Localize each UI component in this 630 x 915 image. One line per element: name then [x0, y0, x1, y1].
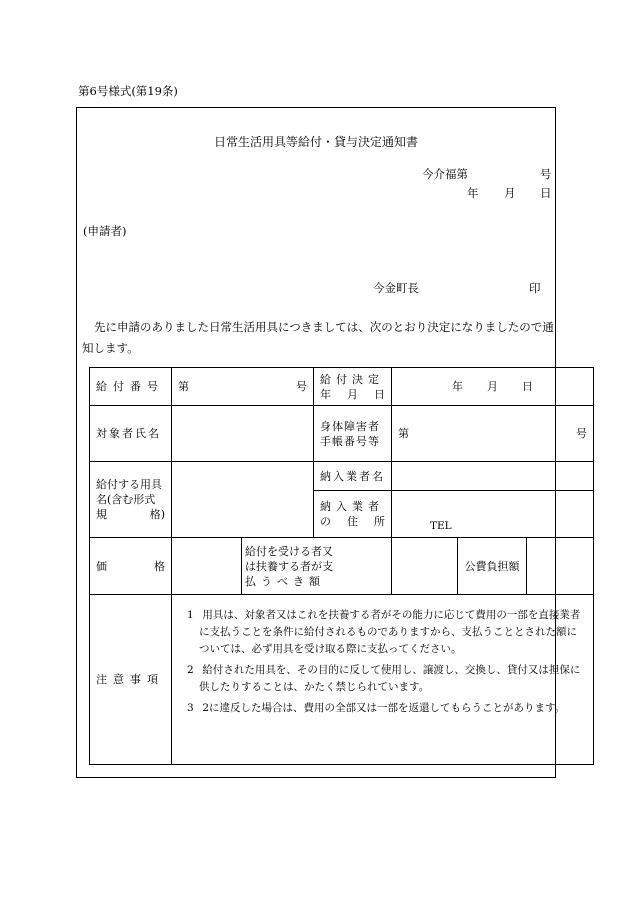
- supplier-name-cell: [392, 462, 594, 491]
- notes-label: 注意事項: [90, 595, 172, 765]
- note-item: 2 給付された用具を、その目的に反して使用し、譲渡し、交換し、貸付又は担保に供したりすることは、かたく禁じられています。: [187, 664, 581, 693]
- table-row: [90, 462, 594, 491]
- date-month: 月: [504, 186, 516, 200]
- notes-cell: [172, 595, 594, 765]
- supplier-name-label: 納入業者名: [314, 462, 392, 491]
- issuer-label: 今金町長: [373, 281, 419, 295]
- subject-name-label: 対象者氏名: [90, 406, 172, 462]
- date-year: 年: [467, 186, 479, 200]
- applicant-label: (申請者): [83, 224, 127, 238]
- supplier-address-cell: TEL: [392, 491, 594, 538]
- public-burden-label: 公費負担額: [458, 538, 527, 595]
- ref-number-prefix: 今介福第: [422, 167, 468, 181]
- seal-mark: 印: [529, 281, 541, 295]
- decision-date-label: 給付決定 年 月 日: [314, 368, 392, 406]
- form-number: 第6号様式(第19条): [78, 84, 178, 98]
- note-item: 1 用具は、対象者又はこれを扶養する者がその能力に応じて費用の一部を直接業者に支払うことを条件に給付されるものでありますから、支払うこととされた額については、必ず用具を受け取る際に支払ってください。: [187, 609, 581, 655]
- date-day: 日: [540, 186, 552, 200]
- item-name-label: 給付する用具 名(含む形式 規 格): [90, 462, 172, 538]
- table-row: [90, 595, 594, 765]
- payer-amount-cell: [392, 538, 458, 595]
- payer-amount-label: 給付を受ける者又 は扶養する者が支 払うべき額: [242, 538, 392, 595]
- item-name-cell: [172, 462, 314, 538]
- payment-number-cell: 第 号: [172, 368, 314, 406]
- subject-name-cell: [172, 406, 314, 462]
- note-item: 3 2に違反した場合は、費用の全部又は一部を返還してもらうことがあります。: [187, 702, 566, 714]
- supplier-address-label: 納入業者 の 住 所: [314, 491, 392, 538]
- intro-text: 先に申請のありました日常生活用具につきましては、次のとおり決定になりましたので通知します。: [82, 320, 554, 355]
- document-title: 日常生活用具等給付・貸与決定通知書: [213, 135, 418, 149]
- payment-number-label: 給付番号: [90, 368, 172, 406]
- price-label: 価 格: [90, 538, 172, 595]
- decision-date-cell: 年 月 日: [392, 368, 594, 406]
- notes-list: [182, 607, 587, 717]
- handbook-label: 身体障害者 手帳番号等: [314, 406, 392, 462]
- notice-frame: [76, 107, 588, 778]
- table-row: [90, 368, 594, 406]
- ref-number-suffix: 号: [540, 167, 552, 181]
- price-cell: [172, 538, 242, 595]
- table-row: [90, 538, 594, 595]
- handbook-cell: 第 号: [392, 406, 594, 462]
- decision-table: [89, 367, 594, 765]
- public-burden-cell: [527, 538, 594, 595]
- table-row: [90, 406, 594, 462]
